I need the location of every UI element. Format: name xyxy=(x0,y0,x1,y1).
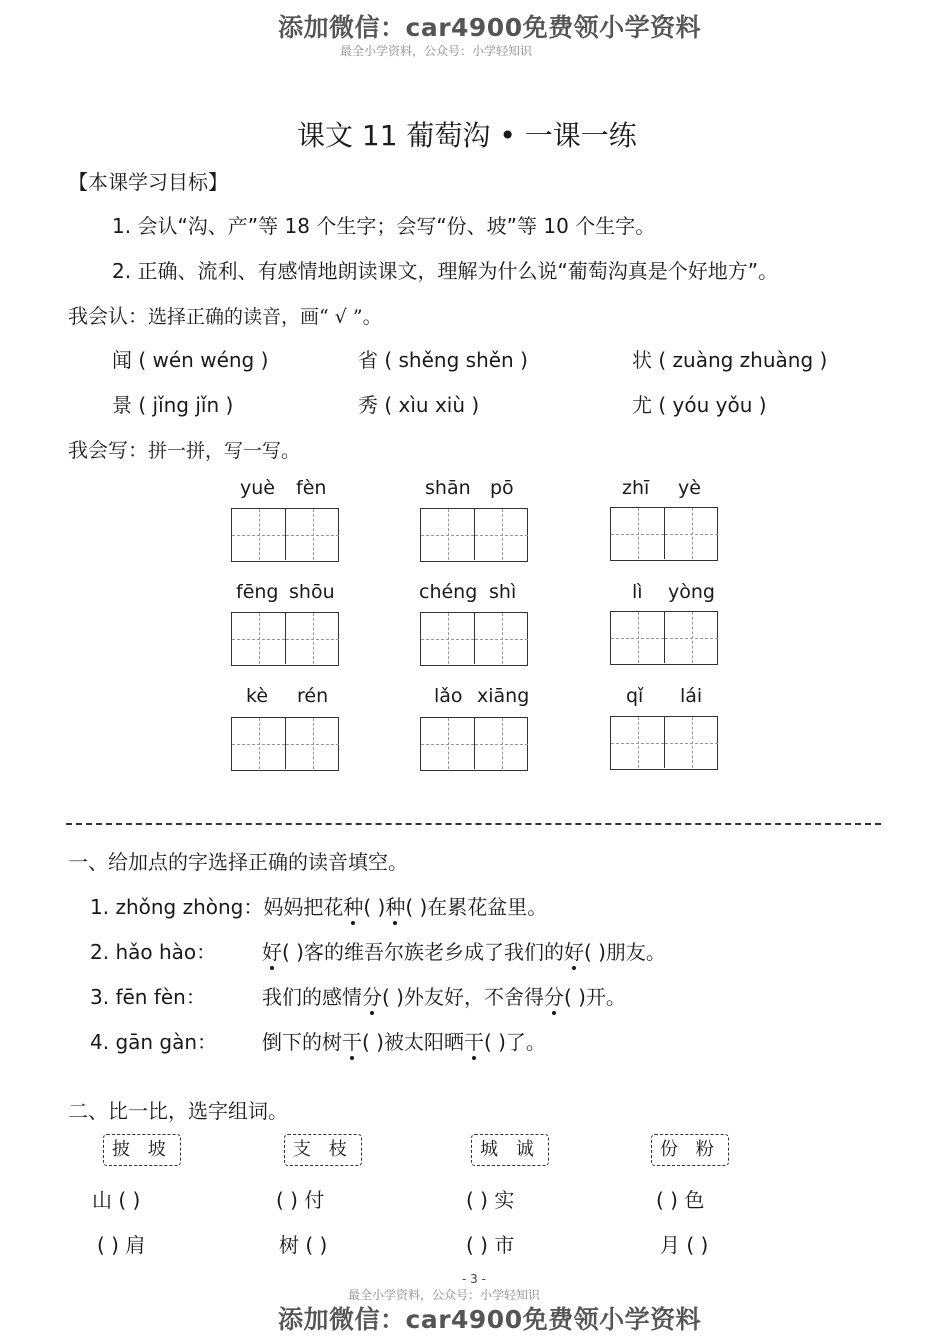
section1-item xyxy=(90,891,547,920)
write-line xyxy=(68,434,300,463)
word-blank[interactable]: ( ) 肩 xyxy=(97,1233,146,1257)
pinyin: qǐ xyxy=(626,685,644,707)
pinyin: shì xyxy=(489,581,517,603)
answer-blank[interactable]: ( )客的维吾尔族老乡成了我们的 xyxy=(282,940,564,964)
pinyin: xiāng xyxy=(477,685,530,707)
pinyin: rén xyxy=(297,685,329,707)
pinyin: yuè xyxy=(240,477,275,499)
pinyin: zhī xyxy=(622,477,650,499)
faint-header: 最全小学资料，公众号：小学轻知识 xyxy=(340,44,533,58)
pinyin: shōu xyxy=(289,581,335,603)
pinyin: yè xyxy=(678,477,701,499)
objective-item: 2. 正确、流利、有感情地朗读课文，理解为什么说“葡萄沟真是个好地方”。 xyxy=(112,259,779,283)
word-blank[interactable]: 月 ( ) xyxy=(660,1233,709,1257)
word-blank[interactable]: 山 ( ) xyxy=(92,1188,141,1212)
recognize-line xyxy=(68,300,382,329)
dotted-char: 种 xyxy=(343,895,364,919)
item-text: 倒下的树 xyxy=(262,1030,342,1054)
objectives-heading: 【本课学习目标】 xyxy=(68,170,228,194)
char-pair-box: 披 坡 xyxy=(103,1134,181,1166)
dotted-char: 种 xyxy=(385,895,406,919)
writing-grid[interactable] xyxy=(420,717,528,771)
word-blank[interactable]: ( ) 付 xyxy=(276,1188,325,1212)
recognize-instruction: 选择正确的读音，画“ √ ”。 xyxy=(148,306,382,328)
section2-heading: 二、比一比，选字组词。 xyxy=(68,1099,288,1123)
word-blank[interactable]: ( ) 实 xyxy=(466,1188,515,1212)
dotted-char: 好 xyxy=(563,940,584,964)
recognize-item[interactable]: 尤 ( yóu yǒu ) xyxy=(632,393,767,417)
page-number: - 3 - xyxy=(462,1272,486,1286)
answer-blank[interactable]: ( )了。 xyxy=(483,1030,546,1054)
section1-item xyxy=(90,981,626,1010)
write-label: 我会写： xyxy=(68,438,148,462)
char-pair-box: 支 枝 xyxy=(284,1134,362,1166)
item-text: 妈妈把花 xyxy=(263,895,344,919)
writing-grid[interactable] xyxy=(420,612,528,666)
writing-grid[interactable] xyxy=(610,507,718,561)
dotted-char: 好 xyxy=(262,940,282,964)
answer-blank[interactable]: ( ) xyxy=(363,895,386,919)
writing-grid[interactable] xyxy=(420,508,528,562)
writing-grid[interactable] xyxy=(610,611,718,665)
watermark-top: 添加微信：car4900免费领小学资料 xyxy=(278,13,702,42)
write-instruction: 拼一拼，写一写。 xyxy=(148,440,301,462)
answer-blank[interactable]: ( )朋友。 xyxy=(583,940,666,964)
answer-blank[interactable]: ( )外友好，不舍得 xyxy=(382,985,544,1009)
pinyin: fèn xyxy=(296,477,327,499)
item-label: 2. hǎo hào： xyxy=(90,940,217,964)
writing-grid[interactable] xyxy=(231,508,339,562)
recognize-item[interactable]: 秀 ( xìu xiù ) xyxy=(358,393,480,417)
section1-heading: 一、给加点的字选择正确的读音填空。 xyxy=(68,850,408,874)
word-blank[interactable]: ( ) 市 xyxy=(466,1233,515,1257)
item-label: 1. zhǒng zhòng： xyxy=(90,895,264,919)
faint-footer: 最全小学资料，公众号：小学轻知识 xyxy=(348,1288,541,1302)
pinyin: lǎo xyxy=(434,685,463,707)
dotted-char: 干 xyxy=(342,1030,362,1054)
recognize-item[interactable]: 状 ( zuàng zhuàng ) xyxy=(632,348,828,372)
watermark-bottom: 添加微信：car4900免费领小学资料 xyxy=(278,1305,702,1334)
answer-blank[interactable]: ( )在累花盆里。 xyxy=(405,895,548,919)
recognize-label: 我会认： xyxy=(68,304,148,328)
recognize-item[interactable]: 闻 ( wén wéng ) xyxy=(112,348,269,372)
writing-grid[interactable] xyxy=(231,717,339,771)
pinyin: fēng xyxy=(236,581,279,603)
answer-blank[interactable]: ( )开。 xyxy=(563,985,626,1009)
pinyin: lái xyxy=(680,685,703,707)
section-divider xyxy=(66,823,881,825)
objective-item: 1. 会认“沟、产”等 18 个生字；会写“份、坡”等 10 个生字。 xyxy=(112,214,656,238)
char-pair-box: 份 粉 xyxy=(651,1134,729,1166)
recognize-item[interactable]: 省 ( shěng shěn ) xyxy=(358,348,528,372)
pinyin: kè xyxy=(246,685,269,707)
word-blank[interactable]: ( ) 色 xyxy=(656,1188,705,1212)
item-label: 4. gān gàn： xyxy=(90,1030,218,1054)
pinyin: shān xyxy=(425,477,471,499)
writing-grid[interactable] xyxy=(231,612,339,666)
section1-item xyxy=(90,1026,546,1055)
pinyin: yòng xyxy=(668,581,715,603)
dotted-char: 干 xyxy=(463,1030,484,1054)
writing-grid[interactable] xyxy=(610,716,718,770)
pinyin: lì xyxy=(632,581,643,603)
recognize-item[interactable]: 景 ( jǐng jǐn ) xyxy=(112,393,234,417)
char-pair-box: 城 诚 xyxy=(471,1134,549,1166)
pinyin: chéng xyxy=(419,581,478,603)
section1-item xyxy=(90,936,666,965)
word-blank[interactable]: 树 ( ) xyxy=(279,1233,328,1257)
item-label: 3. fēn fèn： xyxy=(90,985,206,1009)
item-text: 我们的感情 xyxy=(262,985,362,1009)
page-title: 课文 11 葡萄沟 • 一课一练 xyxy=(297,119,637,152)
dotted-char: 分 xyxy=(543,985,564,1009)
dotted-char: 分 xyxy=(362,985,382,1009)
pinyin: pō xyxy=(490,477,514,499)
answer-blank[interactable]: ( )被太阳晒 xyxy=(362,1030,464,1054)
